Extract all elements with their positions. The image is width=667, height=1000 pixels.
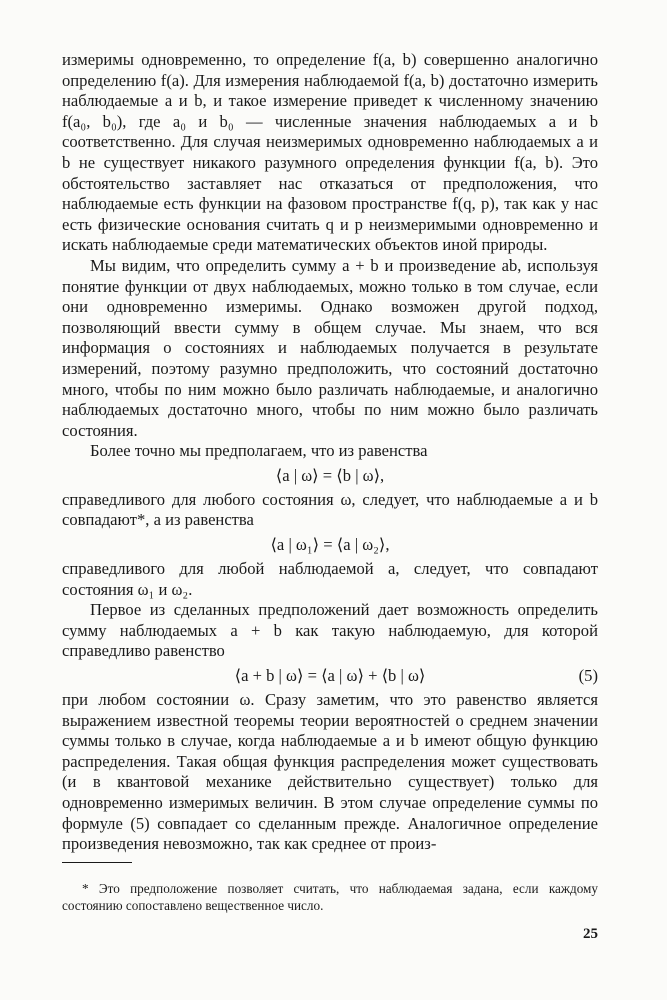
formula-sum-definition [62, 662, 598, 690]
formula-2-text: ⟨a | ω₁⟩ = ⟨a | ω₂⟩, [270, 535, 390, 555]
formula-states-equal [62, 531, 598, 559]
paragraph-2: Мы видим, что определить сумму a + b и произведение ab, используя понятие функции от двух наблюдаемых, можно только в том случае, если они одновременно измеримы. Однако возможен другой подход, позволяющий ввести сумму в общем случае. Мы знаем, что вся информация о состояниях и наблюдаемых получается в результате измерений, поэтому разумно предположить, что состояний достаточно много, чтобы по ним можно было различать наблюдаемые, и аналогично наблюдаемых достаточно много, чтобы по ним можно было различать состояния. [62, 255, 598, 440]
formula-observables-equal [62, 462, 598, 490]
footnote-divider [62, 862, 132, 863]
paragraph-7: при любом состоянии ω. Сразу заметим, что это равенство является выражением известной теоремы теории вероятностей о среднем значении суммы только в случае, когда наблюдаемые a и b имеют общую функцию распределения. Такая общая функция распределения может существовать (и в квантовой механике действительно существует) только для одновременно измеримых величин. В этом случае определение суммы по формуле (5) совпадает со сделанным прежде. Аналогичное определение произведения невозможно, так как среднее от произ- [62, 690, 598, 854]
paragraph-4: справедливого для любого состояния ω, следует, что наблюдаемые a и b совпадают*, а из равенства [62, 489, 598, 530]
equation-number: (5) [578, 666, 598, 686]
formula-3-text: ⟨a + b | ω⟩ = ⟨a | ω⟩ + ⟨b | ω⟩ [234, 666, 426, 686]
paragraph-1: измеримы одновременно, то определение f(a, b) совершенно аналогично определению f(a). Для измерения наблюдаемой f(a, b) достаточно измерить наблюдаемые a и b, и такое измерение приведет к численному значению f(a₀, b₀), где a₀ и b₀ — численные значения наблюдаемых a и b соответственно. Для случая неизмеримых одновременно наблюдаемых a и b не существует никакого разумного определения функции f(a, b). Это обстоятельство заставляет нас отказаться от предположения, что наблюдаемые есть функции на фазовом пространстве f(q, p), так как у нас есть физические основания считать q и p неизмеримыми одновременно и искать наблюдаемые среди математических объектов иной природы. [62, 50, 598, 255]
page-number: 25 [583, 926, 598, 942]
paragraph-3: Более точно мы предполагаем, что из равенства [90, 441, 428, 461]
footnote: * Это предположение позволяет считать, что наблюдаемая задана, если каждому состоянию сопоставлено вещественное число. [62, 881, 598, 913]
paragraph-6: Первое из сделанных предположений дает возможность определить сумму наблюдаемых a + b как такую наблюдаемую, для которой справедливо равенство [62, 600, 598, 661]
formula-1-text: ⟨a | ω⟩ = ⟨b | ω⟩, [275, 465, 385, 485]
paragraph-5: справедливого для любой наблюдаемой a, следует, что совпадают состояния ω₁ и ω₂. [62, 559, 598, 599]
main-text [62, 50, 598, 855]
